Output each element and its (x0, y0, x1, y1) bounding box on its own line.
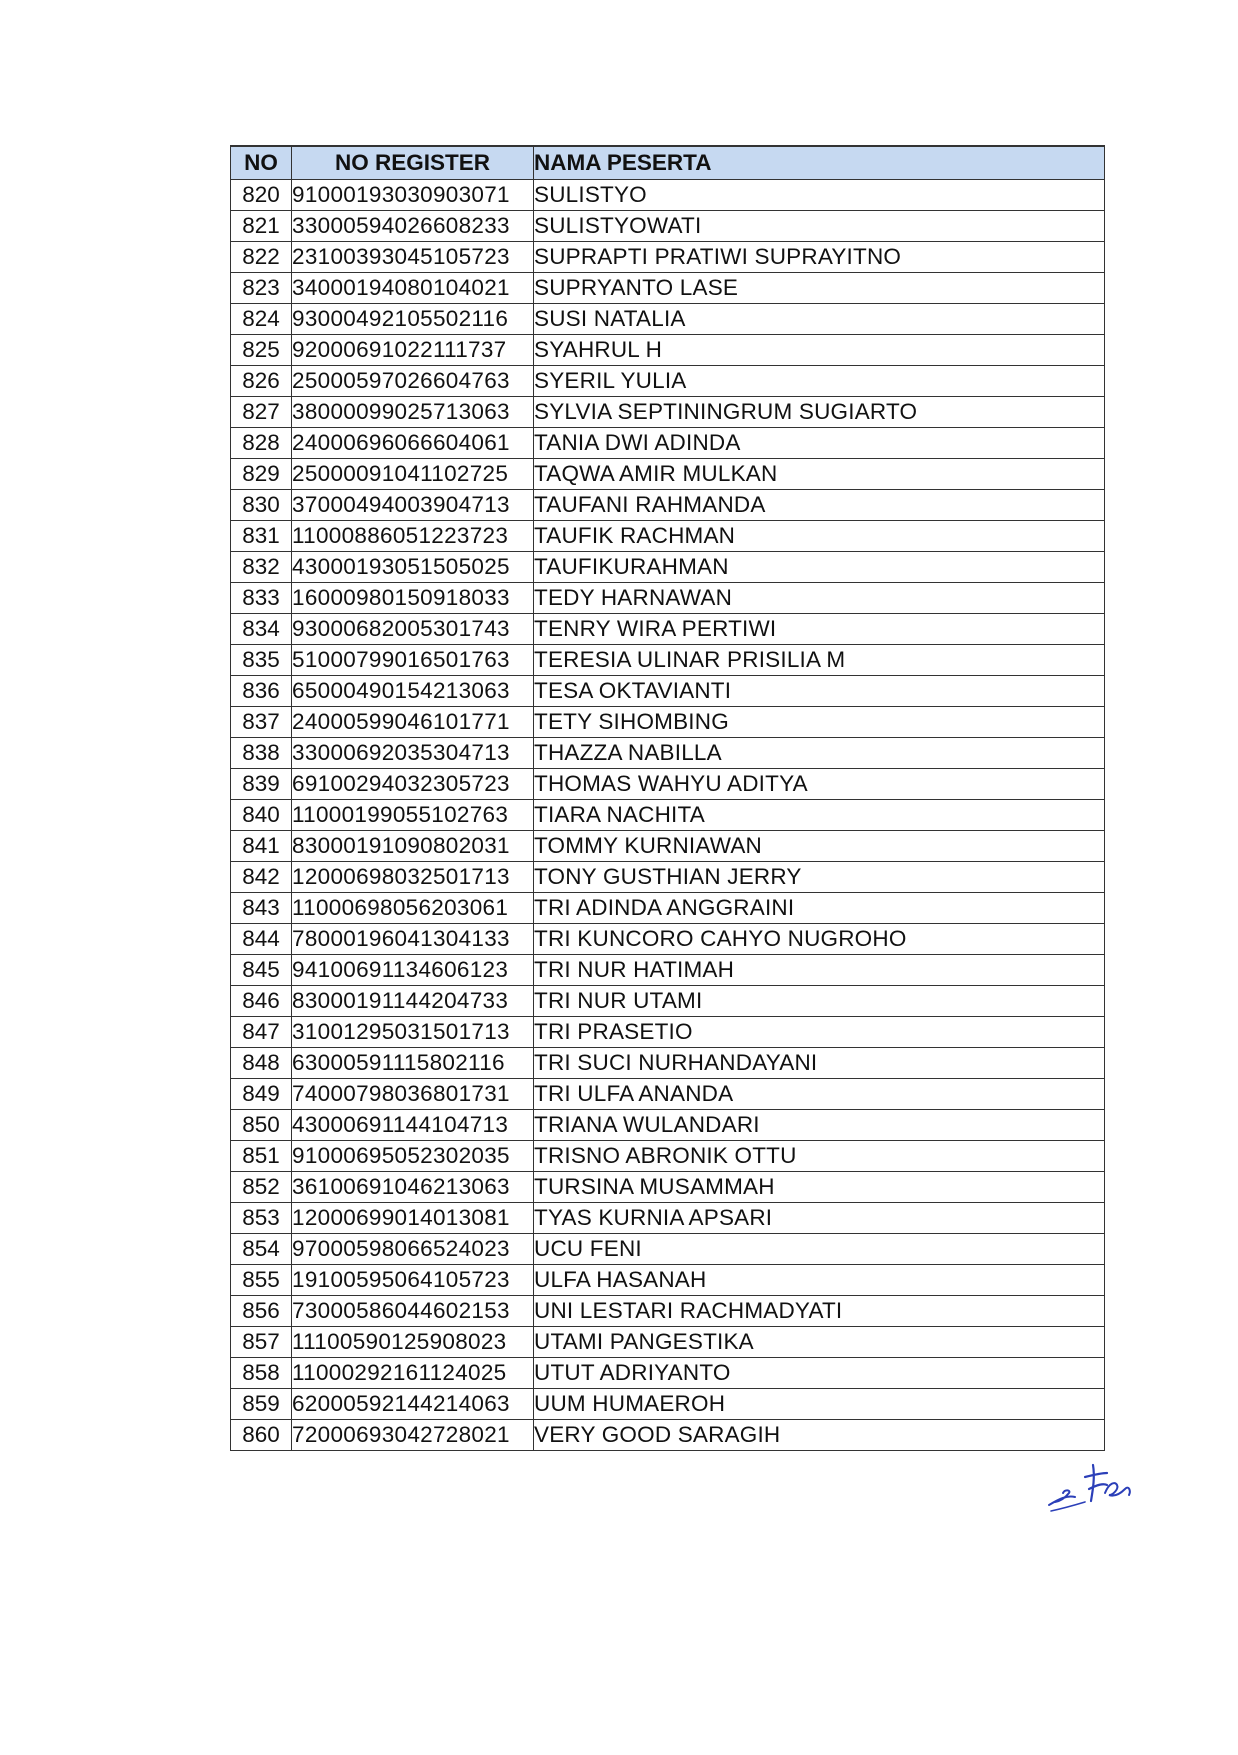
cell-register: 11000698056203061 (292, 893, 534, 924)
cell-register: 11100590125908023 (292, 1327, 534, 1358)
cell-no: 834 (231, 614, 292, 645)
cell-register: 24000696066604061 (292, 428, 534, 459)
table-row (231, 707, 1105, 738)
cell-no: 823 (231, 273, 292, 304)
cell-name: TRI SUCI NURHANDAYANI (534, 1048, 1105, 1079)
cell-name: TRI ADINDA ANGGRAINI (534, 893, 1105, 924)
cell-no: 850 (231, 1110, 292, 1141)
cell-no: 820 (231, 180, 292, 211)
table-row (231, 552, 1105, 583)
cell-no: 835 (231, 645, 292, 676)
cell-no: 858 (231, 1358, 292, 1389)
cell-name: UUM HUMAEROH (534, 1389, 1105, 1420)
cell-name: TRI PRASETIO (534, 1017, 1105, 1048)
cell-register: 34000194080104021 (292, 273, 534, 304)
cell-register: 11000886051223723 (292, 521, 534, 552)
cell-name: SULISTYO (534, 180, 1105, 211)
cell-register: 19100595064105723 (292, 1265, 534, 1296)
cell-register: 83000191090802031 (292, 831, 534, 862)
table-row (231, 397, 1105, 428)
cell-name: THAZZA NABILLA (534, 738, 1105, 769)
cell-name: SUPRYANTO LASE (534, 273, 1105, 304)
cell-no: 852 (231, 1172, 292, 1203)
cell-no: 821 (231, 211, 292, 242)
table-row (231, 242, 1105, 273)
cell-register: 73000586044602153 (292, 1296, 534, 1327)
cell-register: 23100393045105723 (292, 242, 534, 273)
header-register: NO REGISTER (292, 146, 534, 180)
cell-no: 843 (231, 893, 292, 924)
table-row (231, 1141, 1105, 1172)
cell-name: UCU FENI (534, 1234, 1105, 1265)
cell-register: 11000292161124025 (292, 1358, 534, 1389)
cell-name: TIARA NACHITA (534, 800, 1105, 831)
cell-register: 69100294032305723 (292, 769, 534, 800)
cell-no: 824 (231, 304, 292, 335)
table-row (231, 986, 1105, 1017)
cell-register: 97000598066524023 (292, 1234, 534, 1265)
cell-no: 844 (231, 924, 292, 955)
table-row (231, 180, 1105, 211)
cell-register: 12000699014013081 (292, 1203, 534, 1234)
cell-name: TEDY HARNAWAN (534, 583, 1105, 614)
cell-name: TESA OKTAVIANTI (534, 676, 1105, 707)
cell-no: 830 (231, 490, 292, 521)
cell-name: VERY GOOD SARAGIH (534, 1420, 1105, 1451)
cell-no: 849 (231, 1079, 292, 1110)
table-row (231, 428, 1105, 459)
cell-name: UTAMI PANGESTIKA (534, 1327, 1105, 1358)
cell-no: 851 (231, 1141, 292, 1172)
table-row (231, 1358, 1105, 1389)
cell-register: 43000193051505025 (292, 552, 534, 583)
table-row (231, 955, 1105, 986)
cell-name: TAUFANI RAHMANDA (534, 490, 1105, 521)
cell-register: 38000099025713063 (292, 397, 534, 428)
cell-name: TYAS KURNIA APSARI (534, 1203, 1105, 1234)
cell-register: 16000980150918033 (292, 583, 534, 614)
cell-name: TENRY WIRA PERTIWI (534, 614, 1105, 645)
cell-no: 822 (231, 242, 292, 273)
cell-register: 36100691046213063 (292, 1172, 534, 1203)
cell-name: SUSI NATALIA (534, 304, 1105, 335)
cell-no: 826 (231, 366, 292, 397)
cell-name: SYAHRUL H (534, 335, 1105, 366)
table-row (231, 304, 1105, 335)
cell-name: TRI NUR UTAMI (534, 986, 1105, 1017)
cell-register: 94100691134606123 (292, 955, 534, 986)
cell-register: 24000599046101771 (292, 707, 534, 738)
cell-no: 837 (231, 707, 292, 738)
cell-name: TRI ULFA ANANDA (534, 1079, 1105, 1110)
cell-name: TAUFIKURAHMAN (534, 552, 1105, 583)
cell-no: 838 (231, 738, 292, 769)
cell-no: 825 (231, 335, 292, 366)
cell-no: 827 (231, 397, 292, 428)
table-row (231, 1172, 1105, 1203)
cell-name: TRISNO ABRONIK OTTU (534, 1141, 1105, 1172)
cell-no: 842 (231, 862, 292, 893)
cell-register: 33000692035304713 (292, 738, 534, 769)
table-row (231, 645, 1105, 676)
cell-register: 93000492105502116 (292, 304, 534, 335)
cell-register: 72000693042728021 (292, 1420, 534, 1451)
header-no: NO (231, 146, 292, 180)
table-row (231, 521, 1105, 552)
cell-no: 853 (231, 1203, 292, 1234)
cell-no: 860 (231, 1420, 292, 1451)
cell-no: 840 (231, 800, 292, 831)
cell-register: 31001295031501713 (292, 1017, 534, 1048)
cell-register: 78000196041304133 (292, 924, 534, 955)
cell-no: 846 (231, 986, 292, 1017)
cell-name: SYERIL YULIA (534, 366, 1105, 397)
table-row (231, 335, 1105, 366)
cell-no: 847 (231, 1017, 292, 1048)
table-row (231, 1265, 1105, 1296)
table-row (231, 366, 1105, 397)
cell-register: 62000592144214063 (292, 1389, 534, 1420)
cell-no: 833 (231, 583, 292, 614)
cell-no: 854 (231, 1234, 292, 1265)
cell-name: TONY GUSTHIAN JERRY (534, 862, 1105, 893)
table-row (231, 273, 1105, 304)
table-row (231, 1420, 1105, 1451)
cell-register: 12000698032501713 (292, 862, 534, 893)
cell-name: TAQWA AMIR MULKAN (534, 459, 1105, 490)
cell-register: 83000191144204733 (292, 986, 534, 1017)
cell-register: 37000494003904713 (292, 490, 534, 521)
table-row (231, 211, 1105, 242)
cell-name: TRIANA WULANDARI (534, 1110, 1105, 1141)
cell-name: SYLVIA SEPTININGRUM SUGIARTO (534, 397, 1105, 428)
table-row (231, 1017, 1105, 1048)
cell-no: 855 (231, 1265, 292, 1296)
participant-table (230, 145, 1105, 1451)
table-row (231, 1296, 1105, 1327)
cell-name: UTUT ADRIYANTO (534, 1358, 1105, 1389)
cell-no: 839 (231, 769, 292, 800)
table-row (231, 459, 1105, 490)
cell-no: 848 (231, 1048, 292, 1079)
table-row (231, 676, 1105, 707)
table-row (231, 583, 1105, 614)
table-row (231, 893, 1105, 924)
cell-name: TERESIA ULINAR PRISILIA M (534, 645, 1105, 676)
table-body (231, 180, 1105, 1451)
cell-name: ULFA HASANAH (534, 1265, 1105, 1296)
cell-register: 74000798036801731 (292, 1079, 534, 1110)
cell-register: 65000490154213063 (292, 676, 534, 707)
cell-no: 845 (231, 955, 292, 986)
table-row (231, 800, 1105, 831)
cell-register: 91000695052302035 (292, 1141, 534, 1172)
cell-register: 25000091041102725 (292, 459, 534, 490)
cell-name: TURSINA MUSAMMAH (534, 1172, 1105, 1203)
cell-name: SUPRAPTI PRATIWI SUPRAYITNO (534, 242, 1105, 273)
cell-no: 841 (231, 831, 292, 862)
cell-no: 829 (231, 459, 292, 490)
cell-register: 43000691144104713 (292, 1110, 534, 1141)
signature-mark (1045, 1455, 1135, 1515)
cell-register: 91000193030903071 (292, 180, 534, 211)
cell-name: TANIA DWI ADINDA (534, 428, 1105, 459)
header-row (231, 146, 1105, 180)
cell-name: TOMMY KURNIAWAN (534, 831, 1105, 862)
table-row (231, 924, 1105, 955)
cell-name: UNI LESTARI RACHMADYATI (534, 1296, 1105, 1327)
table-row (231, 1234, 1105, 1265)
cell-register: 51000799016501763 (292, 645, 534, 676)
cell-register: 11000199055102763 (292, 800, 534, 831)
table-row (231, 831, 1105, 862)
table-header (231, 146, 1105, 180)
table-row (231, 490, 1105, 521)
cell-name: THOMAS WAHYU ADITYA (534, 769, 1105, 800)
cell-name: TRI KUNCORO CAHYO NUGROHO (534, 924, 1105, 955)
cell-register: 63000591115802116 (292, 1048, 534, 1079)
table-row (231, 769, 1105, 800)
cell-no: 857 (231, 1327, 292, 1358)
table-row (231, 1048, 1105, 1079)
cell-register: 93000682005301743 (292, 614, 534, 645)
table-row (231, 1203, 1105, 1234)
header-name: NAMA PESERTA (534, 146, 1105, 180)
cell-no: 836 (231, 676, 292, 707)
cell-no: 859 (231, 1389, 292, 1420)
cell-no: 828 (231, 428, 292, 459)
cell-name: SULISTYOWATI (534, 211, 1105, 242)
table-row (231, 1327, 1105, 1358)
cell-no: 831 (231, 521, 292, 552)
cell-register: 25000597026604763 (292, 366, 534, 397)
cell-name: TRI NUR HATIMAH (534, 955, 1105, 986)
table-row (231, 614, 1105, 645)
table-row (231, 738, 1105, 769)
cell-register: 92000691022111737 (292, 335, 534, 366)
cell-name: TAUFIK RACHMAN (534, 521, 1105, 552)
cell-name: TETY SIHOMBING (534, 707, 1105, 738)
table-row (231, 1079, 1105, 1110)
table-row (231, 1110, 1105, 1141)
table-row (231, 862, 1105, 893)
table-row (231, 1389, 1105, 1420)
cell-no: 832 (231, 552, 292, 583)
cell-register: 33000594026608233 (292, 211, 534, 242)
cell-no: 856 (231, 1296, 292, 1327)
